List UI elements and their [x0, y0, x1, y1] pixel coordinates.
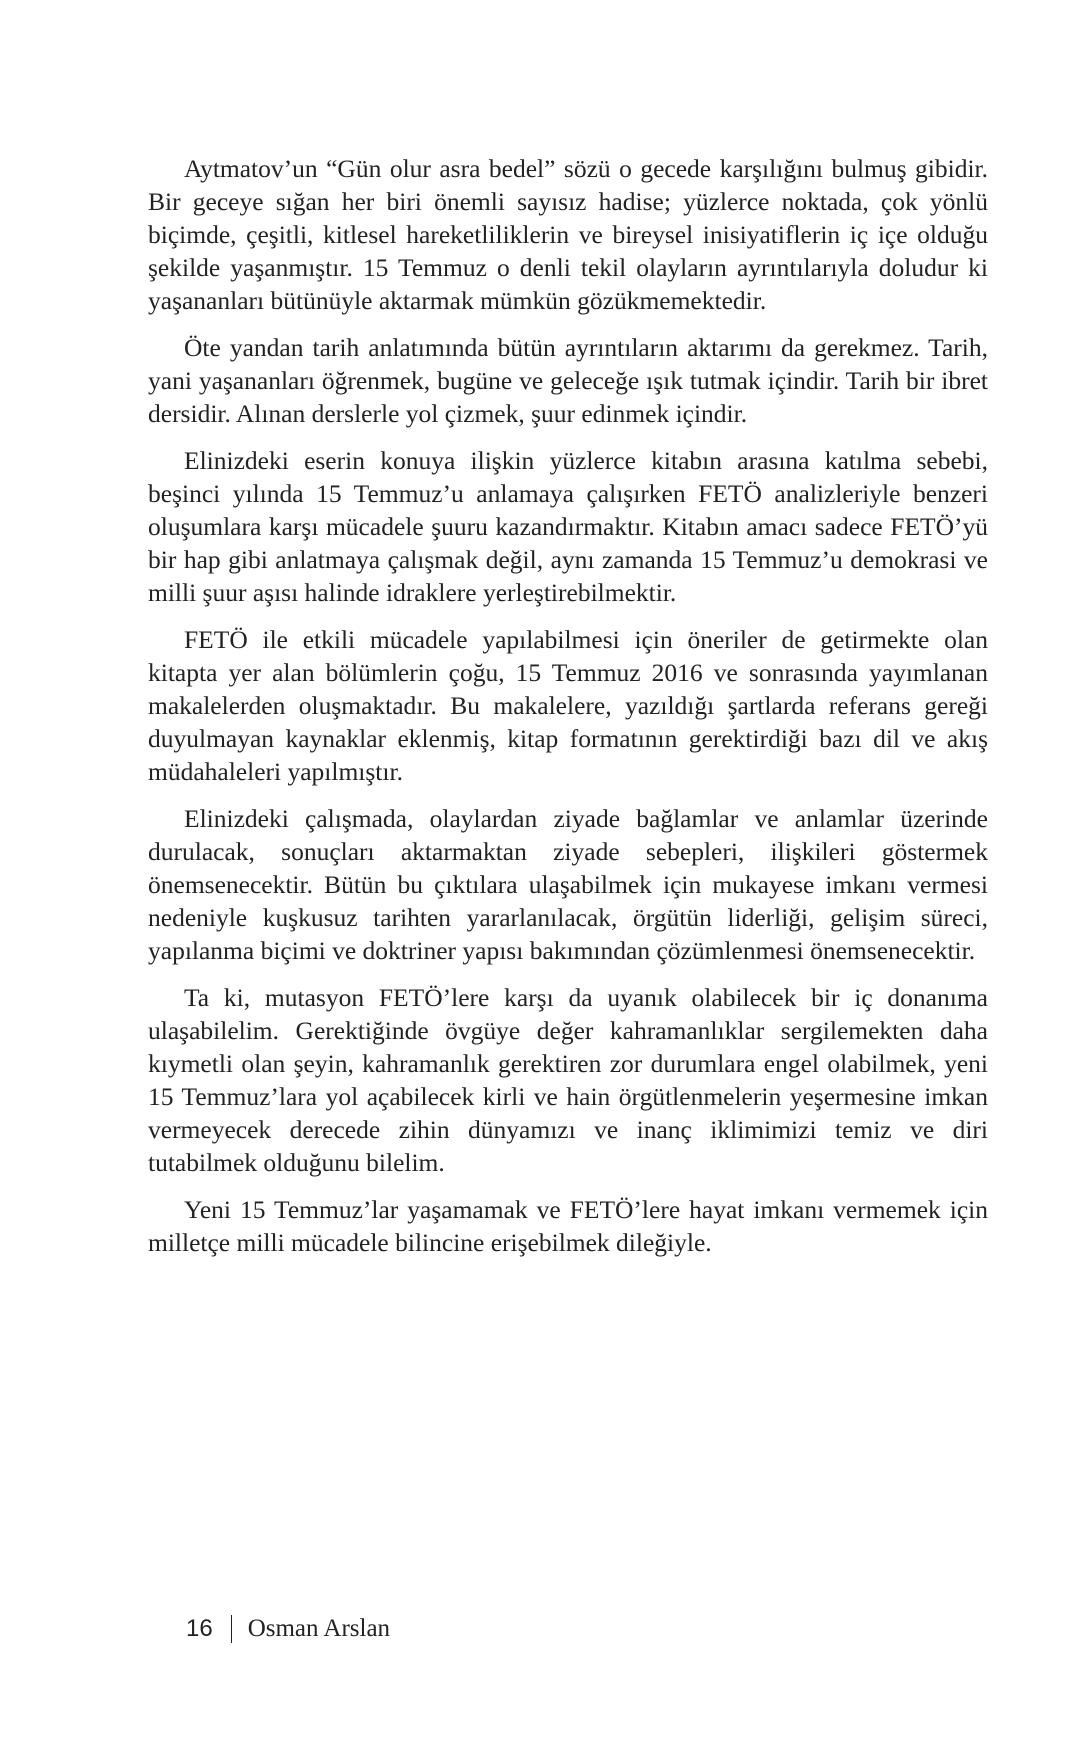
author-name: Osman Arslan: [247, 1615, 391, 1642]
page-footer: [186, 1612, 390, 1646]
paragraph-4: FETÖ ile etkili mücadele yapılabilmesi için öneriler de getirmekte olan kitapta yer alan bölümlerin çoğu, 15 Temmuz 2016 ve sonrasında yayımlanan makalelerden oluşmaktadır. Bu makalelere, yazıldığı şartlarda referans gereği duyulmayan kaynaklar eklenmiş, kitap formatının gerektirdiği bazı dil ve akış müdahaleleri yapılmıştır.: [148, 625, 988, 786]
paragraph-1: Aytmatov’un “Gün olur asra bedel” sözü o gecede karşılığını bulmuş gibidir. Bir geceye sığan her biri önemli sayısız hadise; yüzlerce noktada, çok yönlü biçimde, çeşitli, kitlesel hareketliliklerin ve bireysel inisiyatiflerin iç içe olduğu şekilde yaşanmıştır. 15 Temmuz o denli tekil olayların ayrıntılarıyla doludur ki yaşananları bütünüyle aktarmak mümkün gözükmemektedir.: [148, 154, 988, 315]
paragraph-7: Yeni 15 Temmuz’lar yaşamamak ve FETÖ’lere hayat imkanı vermemek için milletçe milli mücadele bilincine erişebilmek dileğiyle.: [148, 1195, 988, 1257]
paragraph-6: Ta ki, mutasyon FETÖ’lere karşı da uyanık olabilecek bir iç donanıma ulaşabilelim. Gerektiğinde övgüye değer kahramanlıklar sergilemekten daha kıymetli olan şeyin, kahramanlık gerektiren zor durumlara engel olabilmek, yeni 15 Temmuz’lara yol açabilecek kirli ve hain örgütlenmelerin yeşermesine imkan vermeyecek derecede zihin dünyamızı ve inanç iklimimizi temiz ve diri tutabilmek olduğunu bilelim.: [148, 983, 988, 1177]
paragraph-5: Elinizdeki çalışmada, olaylardan ziyade bağlamlar ve anlamlar üzerinde durulacak, sonuçları aktarmaktan ziyade sebepleri, ilişkileri göstermek önemsenecektir. Bütün bu çıktılara ulaşabilmek için mukayese imkanı vermesi nedeniyle kuşkusuz tarihten yararlanılacak, örgütün liderliği, gelişim süreci, yapılanma biçimi ve doktriner yapısı bakımından çözümlenmesi önemsenecektir.: [148, 804, 988, 965]
body-text: [148, 152, 988, 1273]
paragraph-2: Öte yandan tarih anlatımında bütün ayrıntıların aktarımı da gerekmez. Tarih, yani yaşananları öğrenmek, bugüne ve geleceğe ışık tutmak içindir. Tarih bir ibret dersidir. Alınan derslerle yol çizmek, şuur edinmek içindir.: [148, 333, 988, 428]
footer-divider: [231, 1615, 232, 1643]
paragraph-3: Elinizdeki eserin konuya ilişkin yüzlerce kitabın arasına katılma sebebi, beşinci yılında 15 Temmuz’u anlamaya çalışırken FETÖ analizleriyle benzeri oluşumlara karşı mücadele şuuru kazandırmaktır. Kitabın amacı sadece FETÖ’yü bir hap gibi anlatmaya çalışmak değil, aynı zamanda 15 Temmuz’u demokrasi ve milli şuur aşısı halinde idraklere yerleştirebilmektir.: [148, 446, 988, 607]
page-number: 16: [186, 1615, 213, 1642]
